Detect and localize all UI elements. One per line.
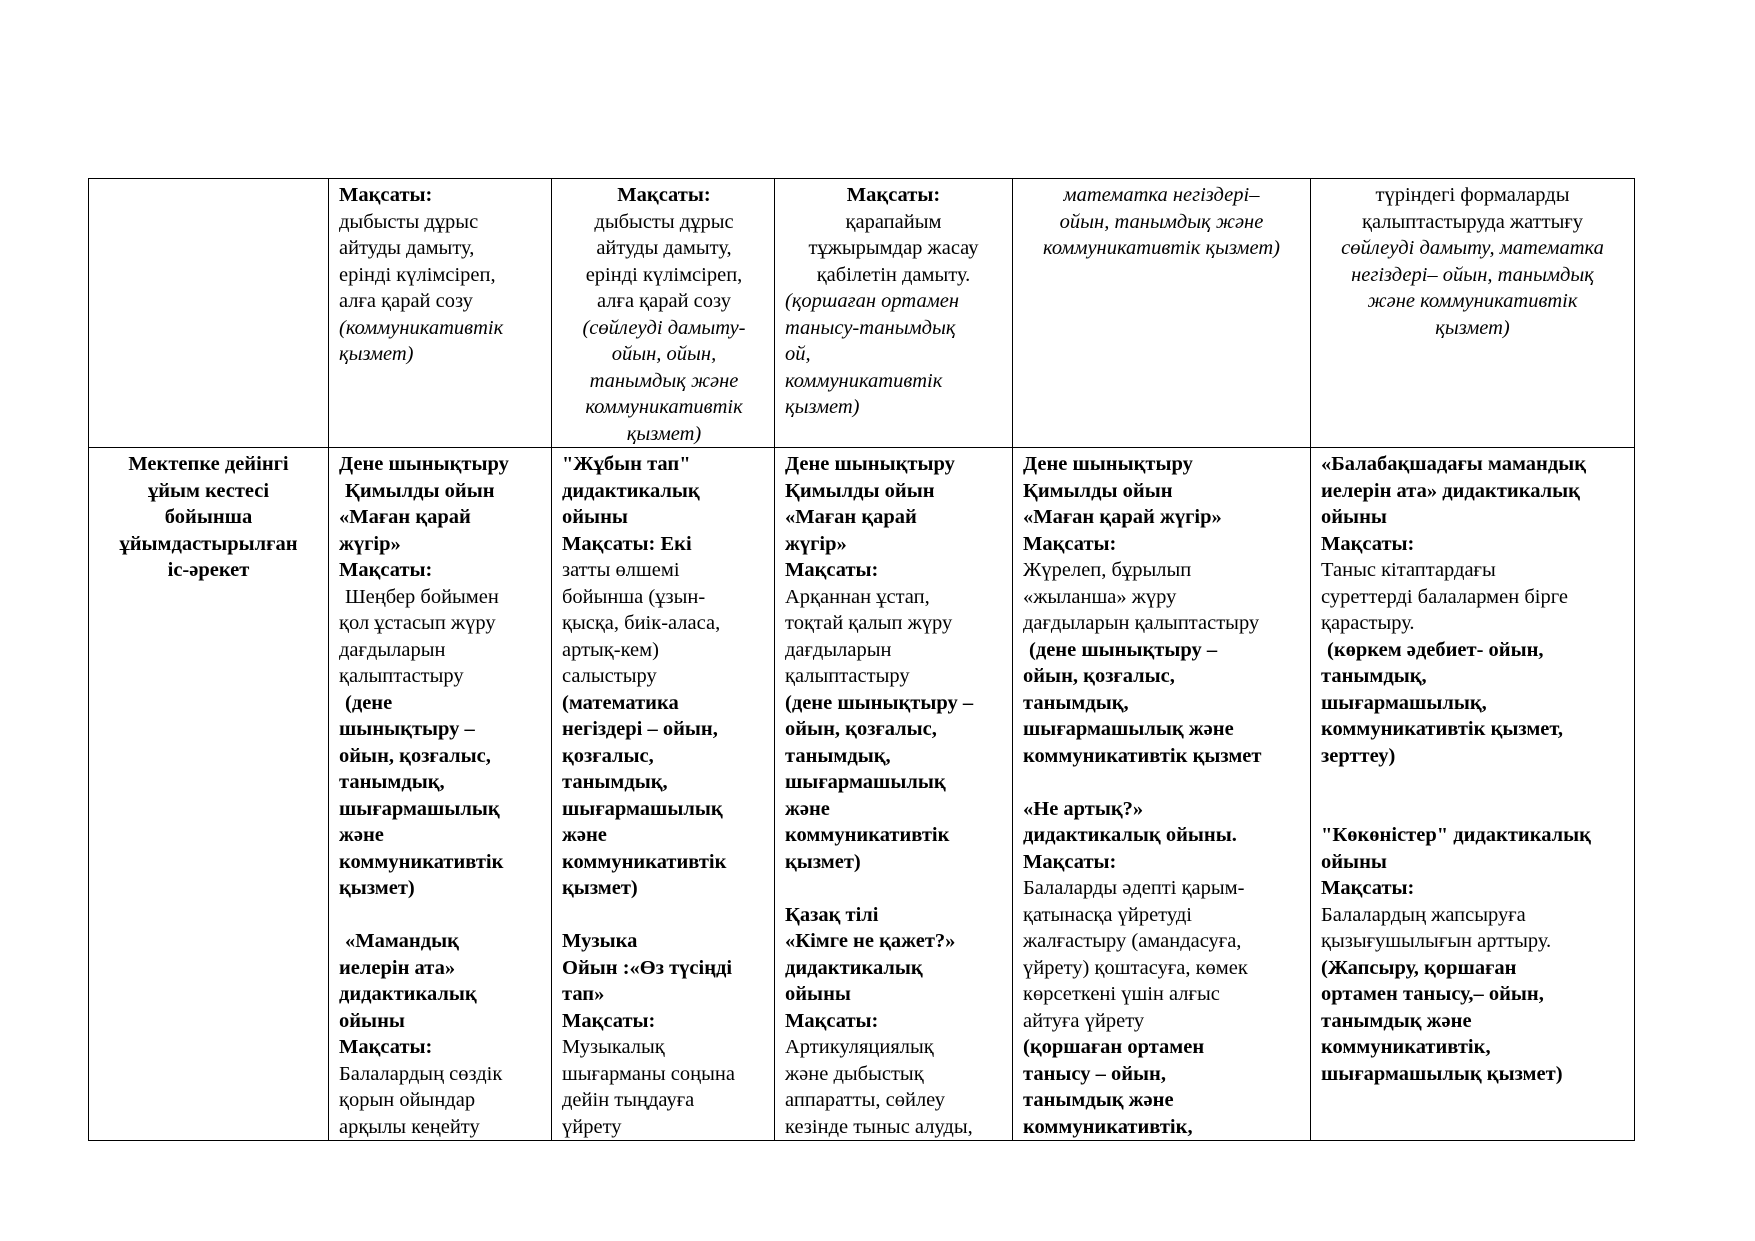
cell-text-line: айтуды дамыту, — [339, 237, 475, 259]
cell-text-line: қызығушылығын арттыру. — [1321, 930, 1552, 952]
cell-text-line: шығармашылық — [562, 797, 723, 820]
cell-text-line — [339, 902, 541, 929]
cell-text-line: салыстыру — [562, 665, 657, 687]
cell-text-line: кезiнде тыныс алуды, — [785, 1115, 973, 1138]
cell-text-line: танысу-танымдық — [785, 316, 956, 339]
row2-cell-col6 — [1311, 448, 1635, 1141]
cell-text-line: дидактикалық — [339, 983, 477, 1005]
row1-cell-col4 — [775, 179, 1013, 448]
cell-text-line: ой, — [785, 343, 811, 365]
cell-text-line: Мақсаты: — [785, 1009, 879, 1032]
cell-text-line: түрiндегi формаларды — [1375, 184, 1570, 206]
cell-text-line: ойыны — [1321, 506, 1387, 528]
cell-text-line: коммуникативтiк, — [1023, 1115, 1193, 1138]
cell-text-line: айтуға үйрету — [1023, 1009, 1145, 1032]
cell-text-line: қалыптастыруда жаттығу — [1361, 210, 1584, 233]
cell-text-line: шығармашылық — [785, 771, 946, 793]
cell-text-line: Жүрелеп, бұрылып — [1023, 559, 1192, 581]
cell-text-line: суреттердi балалармен бiрге — [1321, 585, 1568, 608]
cell-text-line: ойыны — [785, 983, 851, 1005]
cell-text-line: тұжырымдар жасау — [808, 237, 979, 259]
cell-text-line: танымдық, — [785, 744, 891, 767]
cell-text-line: танысу – ойын, — [1023, 1062, 1166, 1085]
cell-text-line — [562, 902, 764, 929]
cell-text-line: еріндi күлiмсiреп, — [339, 263, 496, 286]
row1-cell-col6 — [1311, 179, 1635, 448]
cell-text-line: iс-әрекет — [167, 559, 250, 581]
cell-text-line: Қимылды ойын — [1023, 479, 1173, 502]
cell-text-line: Балалардың жапсыруға — [1321, 903, 1526, 926]
cell-text-line: қызмет) — [785, 396, 860, 418]
cell-text-line: ұйым кестесi — [147, 479, 270, 502]
cell-text-line: зерттеу) — [1321, 744, 1396, 767]
cell-text-line: қол ұстасып жүру — [339, 612, 496, 634]
cell-text-line: Таныс кiтаптардағы — [1321, 559, 1496, 581]
cell-text-line: Дене шынықтыру — [785, 453, 955, 475]
cell-text-line: жалғастыру (амандасуға, — [1023, 930, 1242, 952]
cell-text-line: Мақсаты: — [1023, 532, 1117, 555]
cell-text-line: қызмет) — [626, 422, 702, 445]
cell-text-line: дағдыларын қалыптастыру — [1023, 612, 1260, 634]
cell-text-line: көрсеткенi үшiн алғыс — [1023, 983, 1220, 1005]
cell-text-line: (дене шынықтыру – — [785, 691, 974, 714]
cell-text-line: танымдық, — [1023, 691, 1129, 714]
row2-label-cell — [89, 448, 329, 1141]
row2-cell-col3 — [552, 448, 775, 1141]
cell-text-line: дидактикалық — [785, 956, 923, 979]
row1-cell-col3 — [552, 179, 775, 448]
cell-text-line: дидактикалық — [562, 479, 700, 502]
cell-text-line: (коммуникативтiк — [339, 316, 504, 339]
cell-text-line: алға қарай созу — [339, 290, 473, 312]
cell-text-line: танымдық, — [339, 771, 445, 793]
cell-text-line: (дене — [345, 691, 393, 714]
cell-text-line: ойыны — [562, 506, 628, 528]
cell-text-line: Мақсаты: — [617, 184, 711, 206]
cell-text-line: ойыны — [1321, 850, 1387, 873]
cell-text-line: «Маған қарай — [785, 506, 917, 528]
row2-cell-col5 — [1013, 448, 1311, 1141]
cell-text-line: қызмет) — [785, 850, 861, 873]
cell-text-line: танымдық, — [562, 771, 668, 793]
cell-text-line: Мақсаты: — [562, 1009, 656, 1032]
cell-text-line: ортамен танысу,– ойын, — [1321, 983, 1544, 1005]
cell-text-line: аппаратты, сөйлеу — [785, 1089, 946, 1111]
cell-text-line: коммуникативтiк қызмет — [1023, 744, 1262, 767]
cell-text-line: (Жапсыру, қоршаған — [1321, 956, 1517, 979]
cell-text-line: Мақсаты: — [1321, 877, 1415, 899]
cell-text-line: дидактикалық ойыны. — [1023, 824, 1237, 846]
cell-text-line: ойын, ойын, — [611, 343, 717, 365]
cell-text-line: Мақсаты: — [785, 559, 879, 581]
cell-text-line — [1321, 796, 1624, 823]
cell-text-line: (дене шынықтыру – — [1029, 638, 1218, 661]
cell-text-line: коммуникативтiк қызмет, — [1321, 718, 1564, 740]
cell-text-line: Мақсаты: — [339, 184, 433, 206]
table-row — [89, 448, 1635, 1141]
row2-cell-col2 — [329, 448, 552, 1141]
cell-text-line: затты өлшемi — [562, 559, 680, 581]
cell-text-line: ойын, танымдық және — [1059, 210, 1264, 233]
cell-text-line: коммуникативтiк — [339, 850, 504, 873]
cell-text-line: шығарманы соңына — [562, 1062, 735, 1085]
cell-text-line: және коммуникативтiк — [1367, 290, 1578, 312]
cell-text-line: шығармашылық, — [1321, 691, 1487, 714]
cell-text-line: танымдық және — [1023, 1089, 1174, 1111]
cell-text-line: коммуникативтiк, — [1321, 1036, 1491, 1058]
cell-text-line: қарастыру. — [1321, 612, 1415, 634]
cell-text-line: Дене шынықтыру — [339, 453, 509, 475]
cell-text-line — [1321, 769, 1624, 796]
cell-text-line: «Балабақшадағы мамандық — [1321, 453, 1587, 475]
cell-text-line: Мақсаты: — [846, 184, 941, 206]
row1-label-cell — [89, 179, 329, 448]
cell-text-line: қалыптастыру — [339, 665, 464, 687]
cell-text-line: қозғалыс, — [562, 744, 654, 767]
cell-text-line: "Жұбын тап" — [562, 453, 691, 475]
cell-text-line: Ойын :«Өз түсiңдi — [562, 956, 733, 979]
cell-text-line: ойыны — [339, 1009, 405, 1032]
cell-text-line: «Не артық?» — [1023, 797, 1144, 820]
cell-text-line — [1023, 769, 1300, 796]
cell-text-line: Мақсаты: — [1321, 532, 1415, 555]
cell-text-line: (математика — [562, 691, 679, 714]
cell-text-line: және дыбыстық — [785, 1062, 924, 1085]
cell-text-line: ойын, қозғалыс, — [339, 744, 491, 767]
cell-text-line: дағдыларын — [339, 638, 446, 661]
cell-text-line: дейiн тыңдауға — [562, 1089, 695, 1111]
cell-text-line: бойынша (ұзын- — [562, 585, 706, 608]
cell-text-line: қысқа, биiк-аласа, — [562, 612, 721, 634]
cell-text-line: коммуникативтiк — [562, 850, 727, 873]
cell-text-line: «Маған қарай жүгiр» — [1023, 506, 1222, 528]
cell-text-line: «жыланша» жүру — [1023, 585, 1177, 608]
cell-text-line: «Маған қарай — [339, 506, 471, 528]
cell-text-line: жүгiр» — [785, 532, 847, 555]
cell-text-line: арқылы кеңейту — [339, 1115, 480, 1138]
cell-text-line: танымдық, — [1321, 665, 1427, 687]
cell-text-line: қызмет) — [562, 877, 638, 899]
cell-text-line: алға қарай созу — [597, 290, 731, 312]
cell-text-line: Мақсаты: — [339, 1036, 433, 1058]
cell-text-line: коммуникативтiк — [785, 824, 950, 846]
cell-text-line: Музыкалық — [562, 1036, 665, 1058]
cell-text-line: қорын ойындар — [339, 1089, 476, 1111]
cell-text-line: қарапайым — [845, 210, 942, 233]
cell-text-line: Қимылды ойын — [345, 479, 495, 502]
cell-text-line: «Мамандық — [345, 930, 459, 952]
cell-text-line: (көркем әдебиет- ойын, — [1327, 638, 1544, 661]
cell-text-line: қызмет) — [1435, 316, 1510, 339]
cell-text-line: шығармашылық қызмет) — [1321, 1062, 1563, 1085]
cell-text-line: коммуникативтiк — [585, 396, 743, 418]
cell-text-line: Мақсаты: Екi — [562, 532, 692, 555]
cell-text-line: тоқтай қалып жүру — [785, 612, 953, 634]
cell-text-line: (қоршаған ортамен — [785, 290, 960, 312]
cell-text-line: Арқаннан ұстап, — [785, 585, 930, 608]
cell-text-line — [785, 875, 1002, 902]
cell-text-line: еріндi күлiмсiреп, — [585, 263, 743, 286]
row1-cell-col2 — [329, 179, 552, 448]
cell-text-line: танымдық және — [589, 369, 739, 392]
cell-text-line: айтуды дамыту, — [596, 237, 732, 259]
cell-text-line: ойын, қозғалыс, — [1023, 665, 1175, 687]
cell-text-line: бойынша — [164, 506, 253, 528]
cell-text-line: жүгiр» — [339, 532, 401, 555]
cell-text-line: қызмет) — [339, 877, 415, 899]
row2-cell-col4 — [775, 448, 1013, 1141]
cell-text-line: иелерiн ата» — [339, 956, 456, 979]
cell-text-line: Дене шынықтыру — [1023, 453, 1193, 475]
cell-text-line: танымдық және — [1321, 1009, 1472, 1032]
cell-text-line: иелерiн ата» дидактикалық — [1321, 479, 1580, 502]
cell-text-line: Мақсаты: — [339, 559, 433, 581]
cell-text-line: дыбысты дұрыс — [339, 210, 479, 233]
cell-text-line: Балаларды әдептi қарым- — [1023, 877, 1245, 899]
cell-text-line: Шеңбер бойымен — [345, 585, 499, 608]
cell-text-line: Балалардың сөздiк — [339, 1062, 503, 1085]
cell-text-line: коммуникативтiк — [785, 369, 943, 392]
cell-text-line: және — [562, 824, 607, 846]
cell-text-line: ойын, қозғалыс, — [785, 718, 937, 740]
cell-text-line: негiздерi – ойын, — [562, 718, 718, 740]
cell-text-line: "Көкөнiстер" дидактикалық — [1321, 824, 1591, 846]
row1-cell-col5 — [1013, 179, 1311, 448]
cell-text-line: негiздерi– ойын, танымдық — [1351, 263, 1594, 286]
cell-text-line: шығармашылық — [339, 797, 500, 820]
cell-text-line: Қазақ тiлi — [785, 903, 879, 926]
cell-text-line: дағдыларын — [785, 638, 892, 661]
table-row — [89, 179, 1635, 448]
cell-text-line: Артикуляциялық — [785, 1036, 934, 1058]
cell-text-line: коммуникативтiк қызмет) — [1043, 237, 1280, 259]
cell-text-line: шынықтыру – — [339, 718, 475, 740]
cell-text-line: Мектепке дейiнгi — [128, 453, 289, 475]
cell-text-line: қатынасқа үйретудi — [1023, 903, 1192, 926]
cell-text-line: артық-кем) — [562, 638, 659, 661]
cell-text-line: және — [785, 797, 830, 820]
cell-text-line: және — [339, 824, 384, 846]
cell-text-line: сөйлеудi дамыту, математка — [1341, 237, 1604, 259]
cell-text-line: үйрету) қоштасуға, көмек — [1023, 956, 1248, 979]
cell-text-line: дыбысты дұрыс — [594, 210, 734, 233]
cell-text-line: «Кiмге не қажет?» — [785, 930, 956, 952]
cell-text-line: қалыптастыру — [785, 665, 910, 687]
cell-text-line: шығармашылық және — [1023, 718, 1234, 740]
cell-text-line: (қоршаған ортамен — [1023, 1036, 1205, 1058]
cell-text-line: Мақсаты: — [1023, 850, 1117, 873]
activity-plan-table — [88, 178, 1635, 1141]
cell-text-line: қызмет) — [339, 343, 414, 365]
cell-text-line: Музыка — [562, 930, 638, 952]
cell-text-line: қабiлетiн дамыту. — [816, 263, 971, 286]
cell-text-line: (сөйлеудi дамыту- — [582, 316, 746, 339]
cell-text-line: математка негiздерi– — [1063, 184, 1260, 206]
cell-text-line: ұйымдастырылған — [119, 532, 298, 555]
cell-text-line: Қимылды ойын — [785, 479, 935, 502]
cell-text-line: үйрету — [562, 1115, 622, 1138]
cell-text-line: тап» — [562, 983, 605, 1005]
